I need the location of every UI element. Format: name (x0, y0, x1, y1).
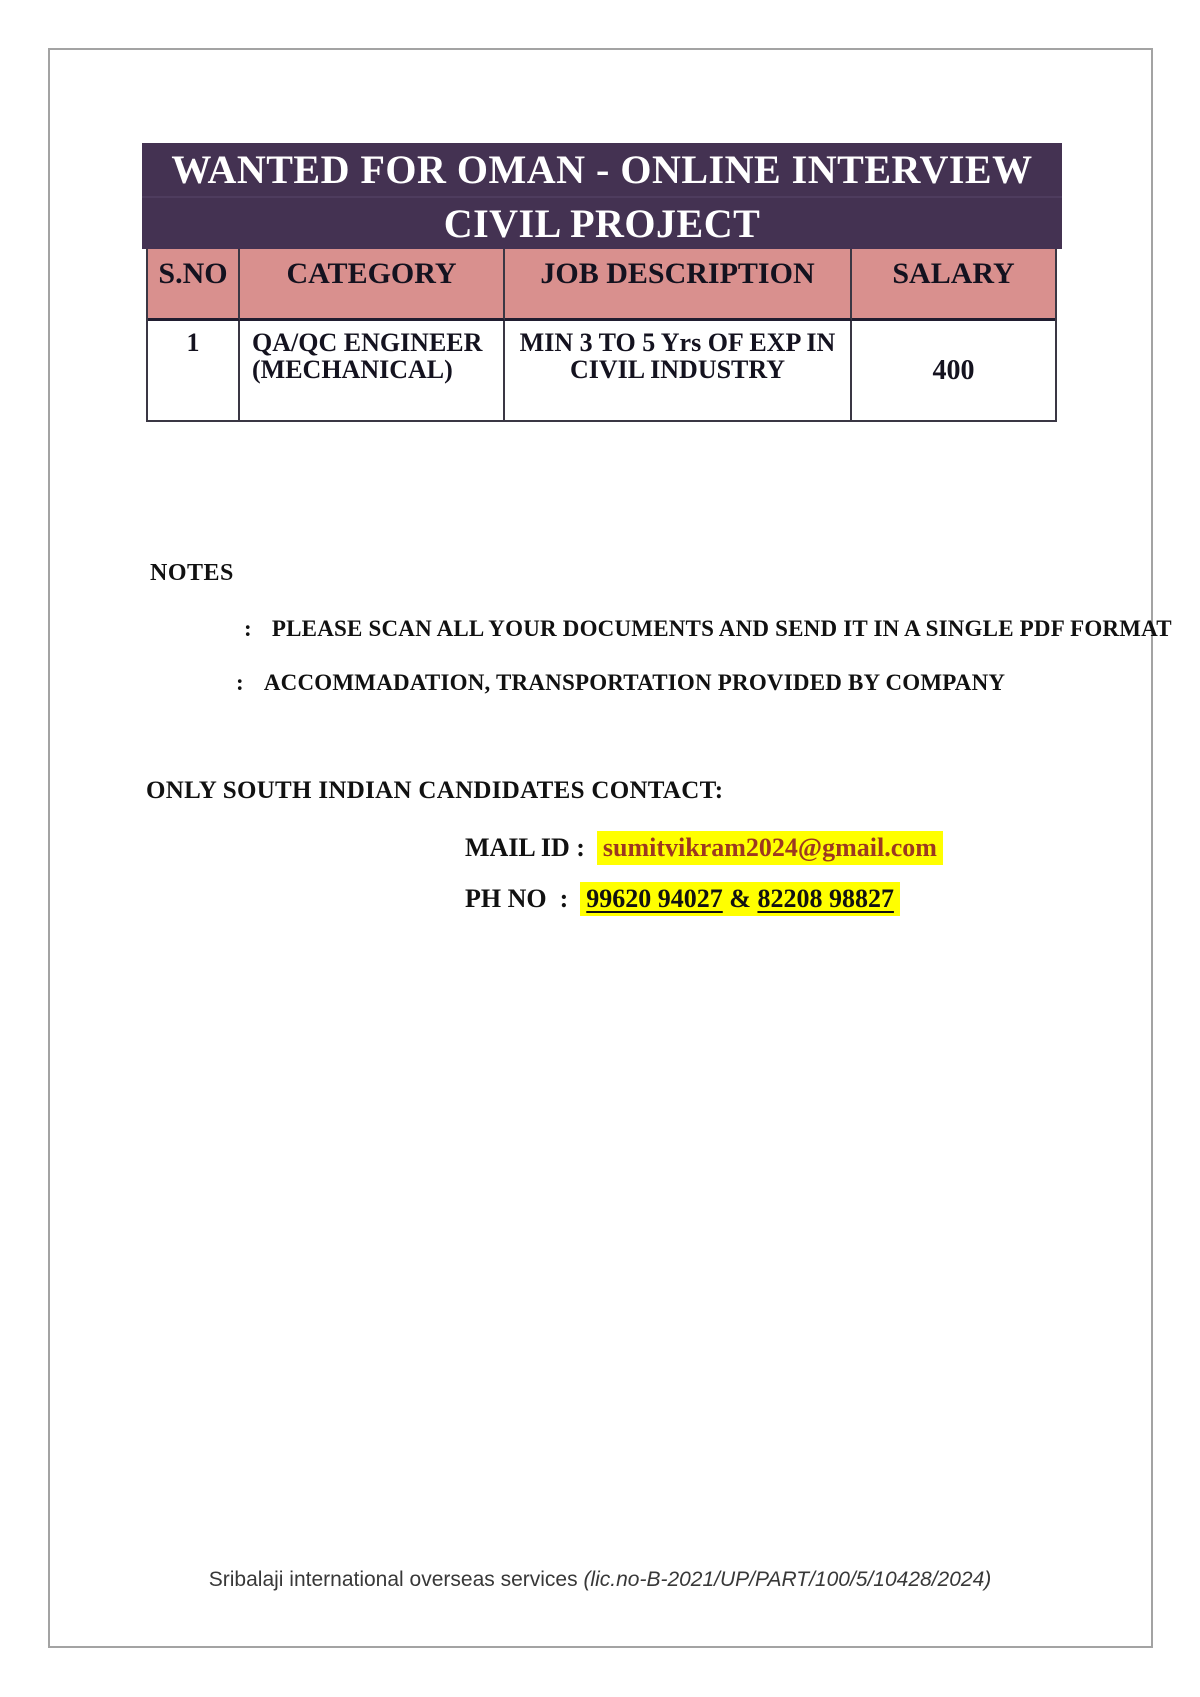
category-line1: QA/QC ENGINEER (252, 328, 483, 357)
column-header-category: CATEGORY (240, 249, 505, 321)
note-item-1 (244, 616, 1172, 642)
phone-line (465, 882, 900, 916)
note-2-colon: : (236, 670, 244, 695)
job-table (146, 249, 1057, 422)
contact-heading: ONLY SOUTH INDIAN CANDIDATES CONTACT: (146, 777, 724, 804)
cell-salary: 400 (852, 321, 1055, 420)
footer-license-number: (lic.no-B-2021/UP/PART/100/5/10428/2024) (583, 1568, 992, 1591)
note-2-text: ACCOMMADATION, TRANSPORTATION PROVIDED BY COMPANY (263, 670, 1006, 695)
column-header-salary: SALARY (852, 249, 1055, 321)
ampersand-separator: & (722, 884, 758, 913)
mail-line (465, 831, 943, 865)
job-description-line2: CIVIL INDUSTRY (569, 355, 786, 385)
job-description-line1: MIN 3 TO 5 Yrs OF EXP IN (519, 328, 836, 357)
cell-category (240, 321, 505, 420)
mail-label: MAIL ID : (465, 833, 585, 862)
phone-values (580, 882, 900, 916)
phone-number-2: 82208 98827 (757, 884, 894, 913)
cell-sno: 1 (148, 321, 240, 420)
table-header-row (148, 249, 1055, 321)
phone-number-1: 99620 94027 (586, 884, 723, 913)
note-1-text: PLEASE SCAN ALL YOUR DOCUMENTS AND SEND IT IN A SINGLE PDF FORMAT (271, 616, 1172, 641)
notes-label: NOTES (150, 560, 234, 586)
footer-text (0, 1568, 1200, 1592)
phone-label: PH NO : (465, 884, 569, 913)
banner-row-1 (142, 143, 1062, 196)
note-1-colon: : (244, 616, 252, 641)
footer-company-name: Sribalaji international overseas services (208, 1568, 584, 1591)
banner (142, 143, 1062, 249)
banner-title-line2: CIVIL PROJECT (443, 201, 761, 246)
table-row (148, 321, 1055, 420)
banner-title-line1: WANTED FOR OMAN - ONLINE INTERVIEW (171, 147, 1033, 192)
column-header-sno: S.NO (148, 249, 240, 321)
note-item-2 (236, 670, 1005, 696)
mail-value: sumitvikram2024@gmail.com (597, 831, 943, 865)
category-line2: (MECHANICAL) (252, 355, 453, 385)
banner-row-2 (142, 196, 1062, 249)
column-header-job-description: JOB DESCRIPTION (505, 249, 852, 321)
cell-job-description (505, 321, 852, 420)
